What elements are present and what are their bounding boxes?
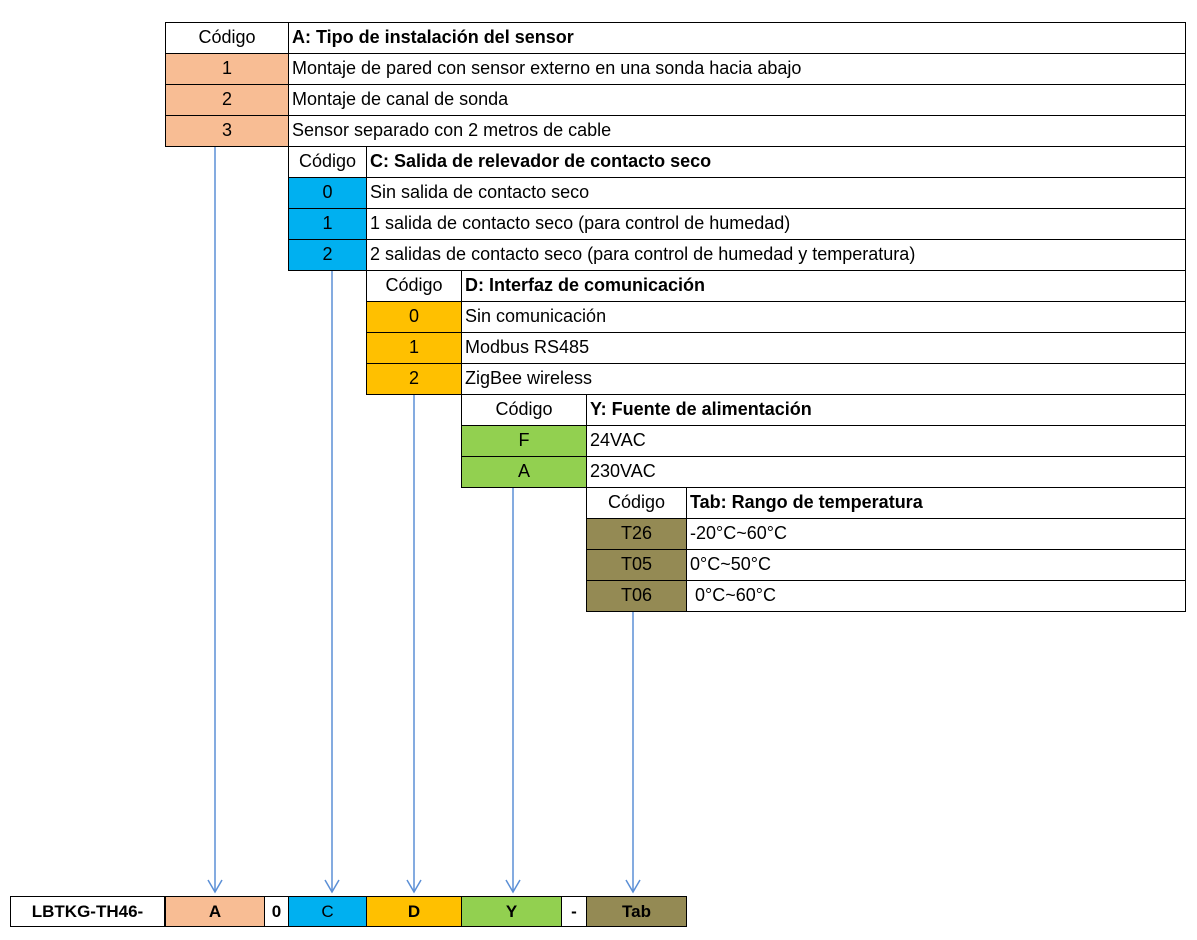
section-tab-code-header: Código xyxy=(586,487,687,519)
model-part-a: A xyxy=(165,896,265,927)
model-part-y: Y xyxy=(461,896,562,927)
model-prefix: LBTKG-TH46- xyxy=(10,896,165,927)
section-c-desc-2: 2 salidas de contacto seco (para control de humedad y temperatura) xyxy=(366,239,1186,271)
section-d-title: D: Interfaz de comunicación xyxy=(461,270,1186,302)
section-tab-code-t05: T05 xyxy=(586,549,687,581)
section-tab-desc-t26: -20°C~60°C xyxy=(686,518,1186,550)
section-d-code-2: 2 xyxy=(366,363,462,395)
model-part-zero: 0 xyxy=(264,896,289,927)
section-c-desc-1: 1 salida de contacto seco (para control de humedad) xyxy=(366,208,1186,240)
section-c-code-header: Código xyxy=(288,146,367,178)
section-d-code-1: 1 xyxy=(366,332,462,364)
section-tab-code-t06: T06 xyxy=(586,580,687,612)
section-a-desc-3: Sensor separado con 2 metros de cable xyxy=(288,115,1186,147)
section-tab-desc-t06: 0°C~60°C xyxy=(686,580,1186,612)
section-y-code-a: A xyxy=(461,456,587,488)
model-part-tab: Tab xyxy=(586,896,687,927)
section-d-code-header: Código xyxy=(366,270,462,302)
section-tab-desc-t05: 0°C~50°C xyxy=(686,549,1186,581)
section-a-code-1: 1 xyxy=(165,53,289,85)
model-part-d: D xyxy=(366,896,462,927)
section-d-desc-2: ZigBee wireless xyxy=(461,363,1186,395)
section-a-desc-2: Montaje de canal de sonda xyxy=(288,84,1186,116)
section-d-code-0: 0 xyxy=(366,301,462,333)
section-c-code-2: 2 xyxy=(288,239,367,271)
section-d-desc-0: Sin comunicación xyxy=(461,301,1186,333)
section-a-desc-1: Montaje de pared con sensor externo en una sonda hacia abajo xyxy=(288,53,1186,85)
section-c-title: C: Salida de relevador de contacto seco xyxy=(366,146,1186,178)
model-part-c: C xyxy=(288,896,367,927)
section-c-code-1: 1 xyxy=(288,208,367,240)
section-c-code-0: 0 xyxy=(288,177,367,209)
section-d-desc-1: Modbus RS485 xyxy=(461,332,1186,364)
section-y-title: Y: Fuente de alimentación xyxy=(586,394,1186,426)
section-a-code-2: 2 xyxy=(165,84,289,116)
section-y-desc-f: 24VAC xyxy=(586,425,1186,457)
section-y-code-header: Código xyxy=(461,394,587,426)
section-a-title: A: Tipo de instalación del sensor xyxy=(288,22,1186,54)
section-y-desc-a: 230VAC xyxy=(586,456,1186,488)
section-a-code-3: 3 xyxy=(165,115,289,147)
section-tab-title: Tab: Rango de temperatura xyxy=(686,487,1186,519)
section-tab-code-t26: T26 xyxy=(586,518,687,550)
section-c-desc-0: Sin salida de contacto seco xyxy=(366,177,1186,209)
section-y-code-f: F xyxy=(461,425,587,457)
section-a-code-header: Código xyxy=(165,22,289,54)
model-part-dash: - xyxy=(561,896,587,927)
